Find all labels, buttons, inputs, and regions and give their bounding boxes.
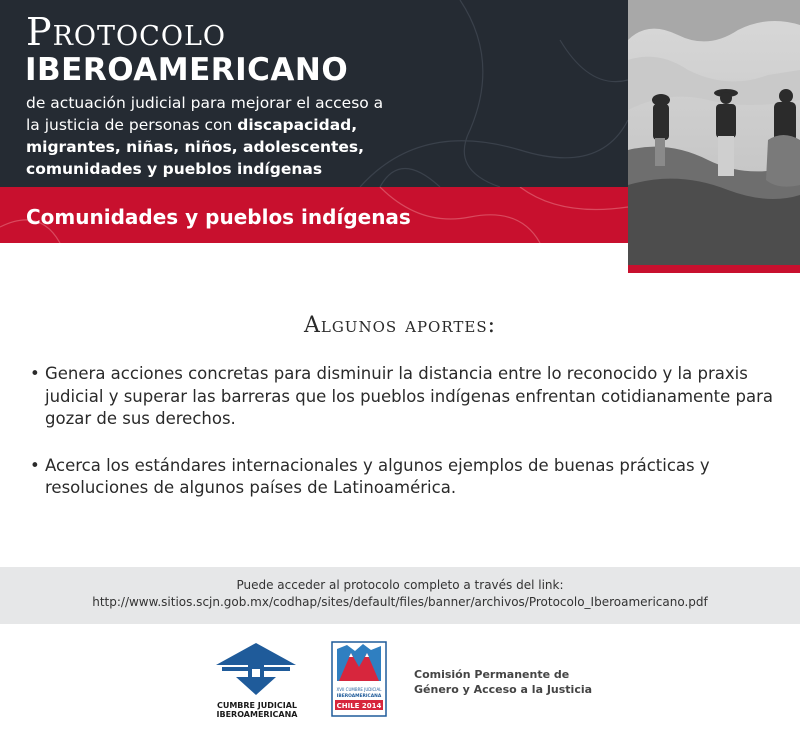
cumbre-emblem-icon: [216, 643, 296, 695]
title-line-2: IBEROAMERICANO: [25, 52, 349, 88]
subtitle-regular: de actuación judicial para mejorar el acceso a la justicia de personas con: [26, 94, 384, 134]
list-item-text: Acerca los estándares internacionales y algunos ejemplos de buenas prácticas y resoluciones de algunos países de Latinoamérica.: [45, 455, 710, 497]
chile-logo-line-2: IBEROAMERICANA: [336, 694, 382, 699]
protocol-link[interactable]: http://www.sitios.scjn.gob.mx/codhap/sites/default/files/banner/archivos/Protocolo_Iberoamericano.pdf: [92, 595, 708, 609]
chile-logo-line-3: CHILE 2014: [336, 702, 382, 710]
cumbre-judicial-logo: [216, 643, 296, 719]
contributions-list: [30, 363, 775, 524]
subtitle-bold: discapacidad, migrantes, niñas, niños, adolescentes, comunidades y pueblos indígenas: [26, 116, 365, 178]
list-item: [30, 363, 775, 431]
title-line-1: Protocolo: [26, 10, 227, 54]
list-item: [30, 455, 775, 500]
list-item-text: Genera acciones concretas para disminuir la distancia entre lo reconocido y la praxis judicial y superar las barreras que los pueblos indígenas enfrentan cotidianamente para gozar de sus derechos.: [45, 364, 774, 428]
commission-line-1: Comisión Permanente de: [414, 668, 570, 681]
commission-name: [414, 667, 592, 697]
chile-2014-logo: [331, 641, 387, 717]
cumbre-logo-line-1: CUMBRE JUDICIAL: [216, 701, 298, 710]
link-intro: Puede acceder al protocolo completo a través del link:: [236, 578, 564, 592]
header-banner: [0, 0, 628, 187]
section-heading: Algunos aportes:: [303, 313, 497, 338]
link-strip: [0, 567, 800, 624]
chile-logo-line-1: XVII CUMBRE JUDICIAL: [336, 687, 382, 692]
bullet-icon: •: [30, 364, 40, 383]
subtitle: [26, 92, 386, 180]
cumbre-logo-line-2: IBEROAMERICANA: [216, 710, 298, 719]
header-photo: [628, 0, 800, 273]
bullet-icon: •: [30, 455, 40, 475]
commission-line-2: Género y Acceso a la Justicia: [414, 683, 593, 696]
section-band-title: Comunidades y pueblos indígenas: [26, 205, 411, 229]
